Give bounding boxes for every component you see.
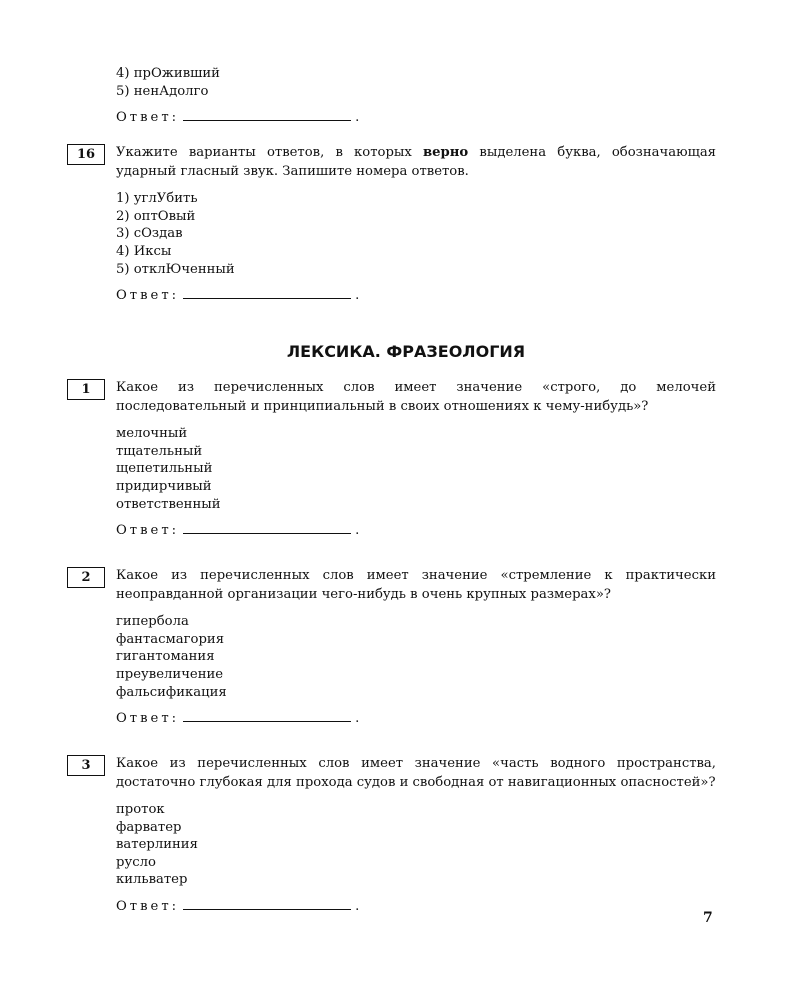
option: 5) отклЮченный: [116, 261, 235, 277]
option: фарватер: [116, 819, 182, 835]
question-text: Какое из перечисленных слов имеет значение «часть водного пространства, достаточно глубокая для прохода судов и свободная от навигационных опасностей»?: [116, 756, 716, 790]
option: фантасмагория: [116, 631, 225, 647]
question-text: Какое из перечисленных слов имеет значение «строго, до мелочей последовательный и принципиальный в своих отношениях к чему-нибудь»?: [116, 380, 716, 414]
answer-blank[interactable]: [183, 897, 351, 910]
answer-line: Ответ: .: [116, 523, 360, 539]
page-number: 7: [703, 910, 713, 926]
question-3: [81, 755, 716, 915]
answer-line: Ответ: .: [116, 711, 360, 727]
answer-label: Ответ:: [116, 711, 180, 727]
question-16: [76, 144, 717, 304]
question-text: Какое из перечисленных слов имеет значение «стремление к практически неоправданной организации чего-нибудь в очень крупных размерах»?: [116, 568, 716, 602]
question-number: 1: [67, 379, 105, 400]
answer-label: Ответ:: [116, 110, 180, 126]
option: гигантомания: [116, 649, 215, 665]
option: ватерлиния: [116, 837, 198, 853]
answer-blank[interactable]: [183, 286, 351, 299]
answer-line: Ответ: .: [116, 288, 360, 304]
options-list: [116, 801, 716, 889]
answer-line: Ответ: .: [116, 110, 360, 126]
options-list: [116, 613, 716, 701]
option: 4) Иксы: [116, 243, 172, 259]
question-number: 3: [67, 755, 105, 776]
option-4: 4) прОживший: [116, 66, 220, 81]
question-1: [81, 379, 716, 539]
section-title: ЛЕКСИКА. ФРАЗЕОЛОГИЯ: [286, 342, 526, 362]
option: 1) углУбить: [116, 191, 198, 207]
option: 3) сОздав: [116, 226, 183, 242]
option: 2) оптОвый: [116, 208, 196, 224]
option: фальсификация: [116, 684, 227, 700]
question-2: [81, 567, 716, 727]
emphasis: верно: [423, 145, 469, 161]
option: щепетильный: [116, 461, 213, 477]
option: преувеличение: [116, 666, 224, 682]
answer-label: Ответ:: [116, 899, 180, 915]
option: гипербола: [116, 614, 189, 630]
option: кильватер: [116, 872, 188, 888]
option: тщательный: [116, 443, 203, 459]
option-5: 5) ненАдолго: [116, 83, 209, 99]
question-text: Укажите варианты ответов, в которых верно выделена буква, обозначающая ударный гласный звук. Запишите номера ответов.: [116, 145, 717, 179]
option: проток: [116, 802, 165, 818]
option: ответственный: [116, 496, 221, 512]
question-number: 16: [67, 144, 105, 165]
options-list: [116, 425, 716, 513]
option: мелочный: [116, 426, 188, 442]
answer-blank[interactable]: [183, 709, 351, 722]
answer-blank[interactable]: [183, 521, 351, 534]
previous-question-tail: [116, 65, 716, 126]
answer-label: Ответ:: [116, 523, 180, 539]
option: придирчивый: [116, 478, 212, 494]
options-list: [116, 190, 716, 278]
content: [76, 65, 717, 915]
answer-blank[interactable]: [183, 108, 351, 121]
option: русло: [116, 854, 156, 870]
answer-label: Ответ:: [116, 288, 180, 304]
answer-line: Ответ: .: [116, 899, 360, 915]
question-number: 2: [67, 567, 105, 588]
